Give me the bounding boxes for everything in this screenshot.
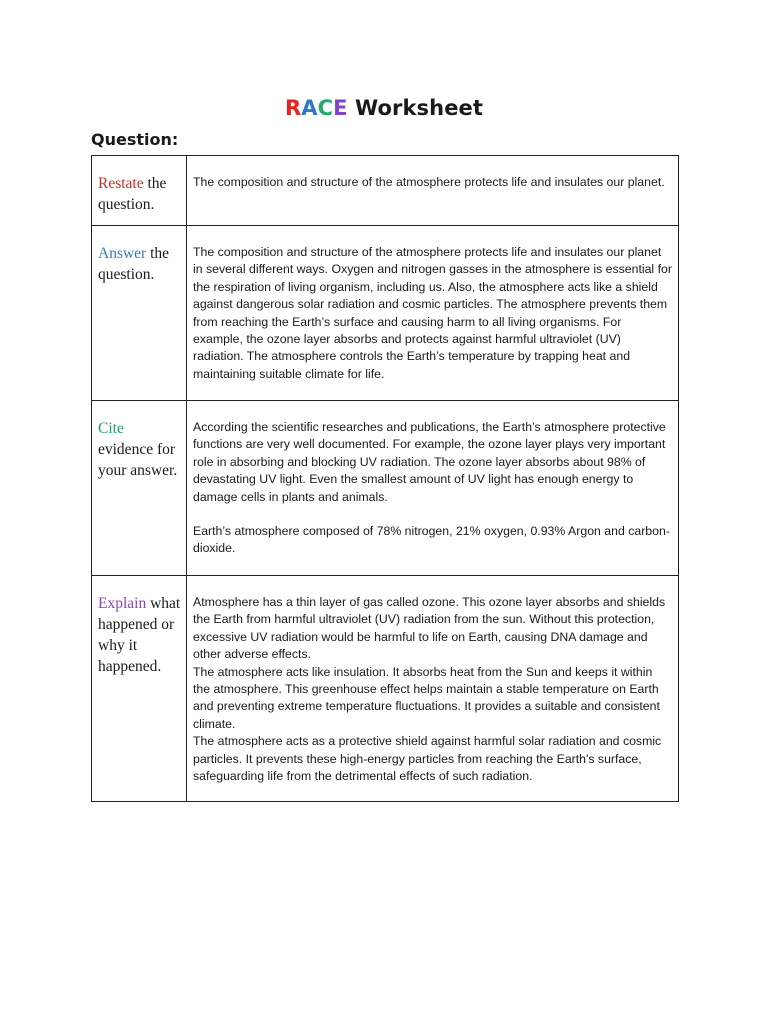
answer-label-rest: the question. bbox=[98, 245, 170, 283]
title-letter-c: C bbox=[317, 96, 334, 120]
restate-label-rest: the question. bbox=[98, 175, 167, 213]
explain-text-3: The atmosphere acts as a protective shield against harmful solar radiation and cosmic particles. It prevents these high-energy particles from reaching the Earth's surface, safeguarding life from the detrimental effects of such radiation. bbox=[193, 734, 662, 784]
question-label: Question: bbox=[91, 130, 179, 149]
worksheet-title bbox=[0, 96, 768, 120]
answer-label-cell bbox=[92, 226, 187, 401]
explain-content-cell bbox=[187, 576, 679, 802]
explain-label-cell bbox=[92, 576, 187, 802]
cite-label-cell bbox=[92, 401, 187, 576]
race-table bbox=[91, 155, 679, 802]
cite-text-2: Earth’s atmosphere composed of 78% nitrogen, 21% oxygen, 0.93% Argon and carbon-dioxide. bbox=[193, 524, 670, 556]
answer-row bbox=[92, 226, 679, 401]
restate-label-cell bbox=[92, 156, 187, 226]
title-letter-e: E bbox=[333, 96, 348, 120]
answer-text: The composition and structure of the atmosphere protects life and insulates our planet in several different ways. Oxygen and nitrogen gasses in the atmosphere is essential for the respiration of living organism, including us. Also, the atmosphere acts like a shield against dangerous solar radiation and cosmic particles. The atmosphere prevents them from reaching the Earth’s surface and causing harm to all living organisms. For example, the ozone layer absorbs and protects against harmful ultraviolet (UV) radiation. The atmosphere controls the Earth’s temperature by trapping heat and maintaining suitable climate for life. bbox=[193, 245, 672, 381]
restate-row bbox=[92, 156, 679, 226]
cite-text-1: According the scientific researches and publications, the Earth’s atmosphere protective functions are very well documented. For example, the ozone layer plays very important role in absorbing and blocking UV radiation. The ozone layer absorbs about 98% of devastating UV light. Even the smallest amount of UV light has enough energy to damage cells in plants and animals. bbox=[193, 420, 666, 504]
explain-text-1: Atmosphere has a thin layer of gas called ozone. This ozone layer absorbs and shields the Earth from harmful ultraviolet (UV) radiation from the sun. Without this protection, excessive UV radiation would be harmful to life on Earth, causing DNA damage and other adverse effects. bbox=[193, 595, 666, 662]
title-rest: Worksheet bbox=[347, 96, 484, 120]
explain-row bbox=[92, 576, 679, 802]
cite-row bbox=[92, 401, 679, 576]
title-letter-a: A bbox=[301, 96, 318, 120]
cite-keyword: Cite bbox=[98, 420, 124, 437]
explain-text-2: The atmosphere acts like insulation. It absorbs heat from the Sun and keeps it within the atmosphere. This greenhouse effect helps maintain a stable temperature on Earth and preventing extreme temperature fluctuations. It provides a suitable and consistent climate. bbox=[193, 664, 660, 731]
answer-keyword: Answer bbox=[98, 245, 147, 262]
restate-text: The composition and structure of the atmosphere protects life and insulates our planet. bbox=[193, 175, 665, 189]
explain-keyword: Explain bbox=[98, 595, 147, 612]
cite-content-cell bbox=[187, 401, 679, 576]
title-letter-r: R bbox=[284, 96, 302, 120]
restate-content-cell bbox=[187, 156, 679, 226]
explain-label-rest: what happened or why it happened. bbox=[98, 595, 181, 675]
restate-keyword: Restate bbox=[98, 175, 144, 192]
answer-content-cell bbox=[187, 226, 679, 401]
paragraph-gap bbox=[193, 506, 672, 523]
cite-label-rest: evidence for your answer. bbox=[98, 441, 178, 479]
